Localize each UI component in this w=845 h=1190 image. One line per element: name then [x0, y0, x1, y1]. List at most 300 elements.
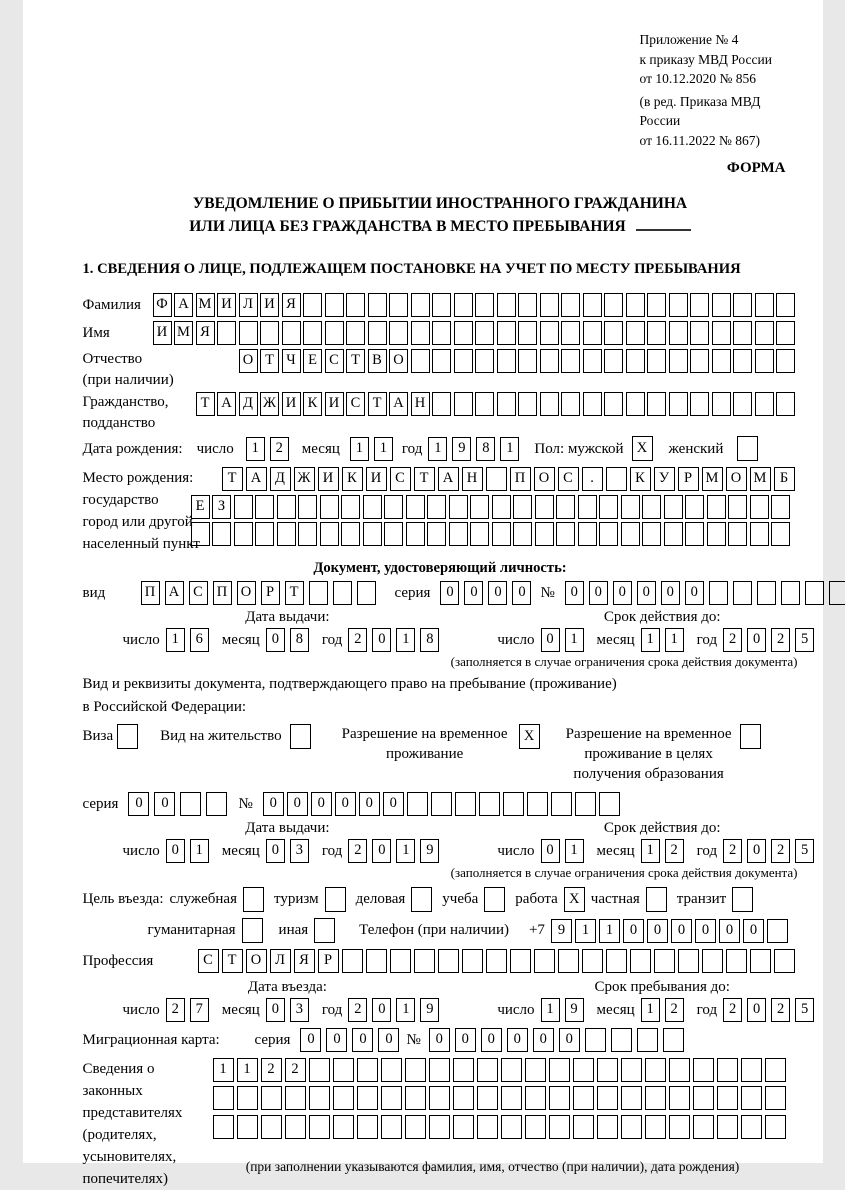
- char-box[interactable]: [303, 293, 322, 317]
- char-box[interactable]: 9: [551, 919, 572, 943]
- char-box[interactable]: [384, 495, 403, 519]
- char-box[interactable]: 0: [559, 1028, 580, 1052]
- char-box[interactable]: [678, 949, 699, 973]
- char-box[interactable]: А: [438, 467, 459, 491]
- char-box[interactable]: [561, 392, 580, 416]
- checkbox-business-trip[interactable]: [243, 887, 264, 912]
- char-box[interactable]: П: [213, 581, 232, 605]
- mk-number-boxes[interactable]: [429, 1028, 689, 1052]
- char-box[interactable]: 1: [213, 1058, 234, 1082]
- char-box[interactable]: 0: [623, 919, 644, 943]
- stay-month-boxes[interactable]: [641, 998, 689, 1022]
- char-box[interactable]: [717, 1115, 738, 1139]
- char-box[interactable]: [277, 522, 296, 546]
- char-box[interactable]: [363, 522, 382, 546]
- char-box[interactable]: 2: [771, 628, 790, 652]
- char-box[interactable]: [578, 495, 597, 519]
- char-box[interactable]: [282, 321, 301, 345]
- char-box[interactable]: [333, 1115, 354, 1139]
- surname-boxes[interactable]: [153, 293, 798, 317]
- char-box[interactable]: Б: [774, 467, 795, 491]
- checkbox-private[interactable]: [646, 887, 667, 912]
- char-box[interactable]: [712, 349, 731, 373]
- char-box[interactable]: [626, 392, 645, 416]
- char-box[interactable]: [750, 522, 769, 546]
- char-box[interactable]: 0: [719, 919, 740, 943]
- char-box[interactable]: [781, 581, 800, 605]
- char-box[interactable]: [477, 1115, 498, 1139]
- char-box[interactable]: [525, 1115, 546, 1139]
- char-box[interactable]: [277, 495, 296, 519]
- char-box[interactable]: 0: [287, 792, 308, 816]
- char-box[interactable]: 1: [500, 437, 519, 461]
- char-box[interactable]: [733, 392, 752, 416]
- char-box[interactable]: 9: [420, 998, 439, 1022]
- doc-kind-boxes[interactable]: [141, 581, 381, 605]
- char-box[interactable]: 0: [455, 1028, 476, 1052]
- char-box[interactable]: [540, 349, 559, 373]
- char-box[interactable]: [325, 293, 344, 317]
- char-box[interactable]: [497, 293, 516, 317]
- char-box[interactable]: [320, 522, 339, 546]
- char-box[interactable]: [611, 1028, 632, 1052]
- char-box[interactable]: 0: [383, 792, 404, 816]
- char-box[interactable]: [470, 495, 489, 519]
- char-box[interactable]: Т: [222, 467, 243, 491]
- char-box[interactable]: [303, 321, 322, 345]
- char-box[interactable]: [733, 349, 752, 373]
- char-box[interactable]: М: [174, 321, 193, 345]
- stay-day-boxes[interactable]: [541, 998, 589, 1022]
- char-box[interactable]: [453, 1115, 474, 1139]
- char-box[interactable]: [561, 293, 580, 317]
- char-box[interactable]: 7: [190, 998, 209, 1022]
- char-box[interactable]: [776, 321, 795, 345]
- birth-year-boxes[interactable]: [428, 437, 524, 461]
- female-checkbox[interactable]: [737, 436, 758, 461]
- char-box[interactable]: 1: [641, 839, 660, 863]
- char-box[interactable]: [647, 293, 666, 317]
- char-box[interactable]: 0: [266, 628, 285, 652]
- char-box[interactable]: Р: [678, 467, 699, 491]
- char-box[interactable]: [540, 293, 559, 317]
- char-box[interactable]: [750, 949, 771, 973]
- char-box[interactable]: [776, 349, 795, 373]
- char-box[interactable]: С: [346, 392, 365, 416]
- char-box[interactable]: 0: [747, 628, 766, 652]
- checkbox-humanitarian[interactable]: [242, 918, 263, 943]
- char-box[interactable]: О: [389, 349, 408, 373]
- char-box[interactable]: [239, 321, 258, 345]
- char-box[interactable]: 1: [396, 839, 415, 863]
- char-box[interactable]: 1: [190, 839, 209, 863]
- char-box[interactable]: [621, 1058, 642, 1082]
- char-box[interactable]: [750, 495, 769, 519]
- char-box[interactable]: С: [189, 581, 208, 605]
- char-box[interactable]: С: [325, 349, 344, 373]
- birth-place-row1-boxes[interactable]: [222, 467, 798, 491]
- char-box[interactable]: [733, 581, 752, 605]
- char-box[interactable]: 2: [723, 998, 742, 1022]
- char-box[interactable]: Л: [270, 949, 291, 973]
- char-box[interactable]: Е: [303, 349, 322, 373]
- char-box[interactable]: [462, 949, 483, 973]
- char-box[interactable]: А: [165, 581, 184, 605]
- char-box[interactable]: 2: [665, 998, 684, 1022]
- char-box[interactable]: [285, 1115, 306, 1139]
- char-box[interactable]: 1: [350, 437, 369, 461]
- entry-day-boxes[interactable]: [166, 998, 214, 1022]
- char-box[interactable]: Т: [196, 392, 215, 416]
- char-box[interactable]: Р: [318, 949, 339, 973]
- char-box[interactable]: И: [260, 293, 279, 317]
- char-box[interactable]: Ф: [153, 293, 172, 317]
- char-box[interactable]: 2: [348, 628, 367, 652]
- char-box[interactable]: [475, 321, 494, 345]
- char-box[interactable]: [583, 349, 602, 373]
- char-box[interactable]: И: [366, 467, 387, 491]
- char-box[interactable]: [342, 949, 363, 973]
- char-box[interactable]: [486, 467, 507, 491]
- char-box[interactable]: [341, 522, 360, 546]
- char-box[interactable]: [431, 792, 452, 816]
- char-box[interactable]: 5: [795, 628, 814, 652]
- char-box[interactable]: [449, 522, 468, 546]
- char-box[interactable]: [583, 392, 602, 416]
- char-box[interactable]: 9: [452, 437, 471, 461]
- char-box[interactable]: [501, 1058, 522, 1082]
- char-box[interactable]: [470, 522, 489, 546]
- char-box[interactable]: [690, 321, 709, 345]
- char-box[interactable]: 0: [263, 792, 284, 816]
- char-box[interactable]: 0: [311, 792, 332, 816]
- char-box[interactable]: 2: [771, 998, 790, 1022]
- char-box[interactable]: [599, 522, 618, 546]
- doc-valid-year-boxes[interactable]: [723, 628, 819, 652]
- char-box[interactable]: [427, 495, 446, 519]
- char-box[interactable]: 0: [440, 581, 459, 605]
- char-box[interactable]: [333, 581, 352, 605]
- char-box[interactable]: Я: [294, 949, 315, 973]
- char-box[interactable]: [497, 392, 516, 416]
- birth-place-row2-boxes[interactable]: [191, 495, 793, 519]
- char-box[interactable]: [637, 1028, 658, 1052]
- char-box[interactable]: 0: [359, 792, 380, 816]
- char-box[interactable]: [285, 1086, 306, 1110]
- char-box[interactable]: [604, 321, 623, 345]
- char-box[interactable]: [583, 293, 602, 317]
- stay-year-boxes[interactable]: [723, 998, 819, 1022]
- char-box[interactable]: [765, 1058, 786, 1082]
- char-box[interactable]: 8: [290, 628, 309, 652]
- char-box[interactable]: [642, 522, 661, 546]
- char-box[interactable]: [776, 392, 795, 416]
- char-box[interactable]: [405, 1086, 426, 1110]
- checkbox-transit[interactable]: [732, 887, 753, 912]
- char-box[interactable]: [260, 321, 279, 345]
- char-box[interactable]: [390, 949, 411, 973]
- char-box[interactable]: И: [217, 293, 236, 317]
- char-box[interactable]: [438, 949, 459, 973]
- char-box[interactable]: [626, 349, 645, 373]
- char-box[interactable]: [503, 792, 524, 816]
- char-box[interactable]: К: [630, 467, 651, 491]
- char-box[interactable]: [518, 293, 537, 317]
- char-box[interactable]: [693, 1086, 714, 1110]
- char-box[interactable]: [518, 349, 537, 373]
- char-box[interactable]: Д: [239, 392, 258, 416]
- mk-seriya-boxes[interactable]: [300, 1028, 404, 1052]
- char-box[interactable]: А: [174, 293, 193, 317]
- char-box[interactable]: Ж: [260, 392, 279, 416]
- birth-day-boxes[interactable]: [246, 437, 294, 461]
- char-box[interactable]: [663, 1028, 684, 1052]
- char-box[interactable]: [406, 495, 425, 519]
- temp-residence-checkbox[interactable]: X: [519, 724, 540, 749]
- char-box[interactable]: [453, 1058, 474, 1082]
- doc-valid-day-boxes[interactable]: [541, 628, 589, 652]
- char-box[interactable]: 0: [671, 919, 692, 943]
- char-box[interactable]: 8: [420, 628, 439, 652]
- char-box[interactable]: Ч: [282, 349, 301, 373]
- char-box[interactable]: [693, 1058, 714, 1082]
- char-box[interactable]: 2: [771, 839, 790, 863]
- char-box[interactable]: 0: [326, 1028, 347, 1052]
- char-box[interactable]: [573, 1115, 594, 1139]
- char-box[interactable]: В: [368, 349, 387, 373]
- doc-seriya-boxes[interactable]: [440, 581, 536, 605]
- char-box[interactable]: П: [141, 581, 160, 605]
- char-box[interactable]: [690, 293, 709, 317]
- char-box[interactable]: [501, 1115, 522, 1139]
- char-box[interactable]: [669, 293, 688, 317]
- char-box[interactable]: [771, 495, 790, 519]
- char-box[interactable]: [309, 581, 328, 605]
- char-box[interactable]: [621, 495, 640, 519]
- char-box[interactable]: 1: [541, 998, 560, 1022]
- char-box[interactable]: 0: [481, 1028, 502, 1052]
- char-box[interactable]: 0: [266, 839, 285, 863]
- char-box[interactable]: [573, 1086, 594, 1110]
- char-box[interactable]: [453, 1086, 474, 1110]
- char-box[interactable]: [477, 1086, 498, 1110]
- char-box[interactable]: [621, 1115, 642, 1139]
- char-box[interactable]: 0: [372, 998, 391, 1022]
- char-box[interactable]: И: [318, 467, 339, 491]
- char-box[interactable]: [690, 349, 709, 373]
- char-box[interactable]: [540, 392, 559, 416]
- char-box[interactable]: [549, 1115, 570, 1139]
- char-box[interactable]: [432, 392, 451, 416]
- char-box[interactable]: [774, 949, 795, 973]
- char-box[interactable]: [381, 1115, 402, 1139]
- char-box[interactable]: [309, 1086, 330, 1110]
- char-box[interactable]: [597, 1058, 618, 1082]
- char-box[interactable]: 1: [599, 919, 620, 943]
- char-box[interactable]: [707, 495, 726, 519]
- char-box[interactable]: [346, 321, 365, 345]
- char-box[interactable]: [561, 349, 580, 373]
- char-box[interactable]: 0: [695, 919, 716, 943]
- char-box[interactable]: [368, 293, 387, 317]
- char-box[interactable]: [549, 1058, 570, 1082]
- stay-valid-day-boxes[interactable]: [541, 839, 589, 863]
- char-box[interactable]: У: [654, 467, 675, 491]
- char-box[interactable]: Т: [285, 581, 304, 605]
- char-box[interactable]: [357, 581, 376, 605]
- char-box[interactable]: [298, 522, 317, 546]
- char-box[interactable]: [755, 349, 774, 373]
- char-box[interactable]: [213, 1115, 234, 1139]
- char-box[interactable]: [237, 1086, 258, 1110]
- char-box[interactable]: [573, 1058, 594, 1082]
- stay-number-boxes[interactable]: [263, 792, 623, 816]
- char-box[interactable]: [477, 1058, 498, 1082]
- char-box[interactable]: [381, 1086, 402, 1110]
- char-box[interactable]: [549, 1086, 570, 1110]
- char-box[interactable]: 1: [665, 628, 684, 652]
- char-box[interactable]: 0: [613, 581, 632, 605]
- char-box[interactable]: [429, 1115, 450, 1139]
- male-checkbox[interactable]: X: [632, 436, 653, 461]
- char-box[interactable]: [454, 321, 473, 345]
- char-box[interactable]: [771, 522, 790, 546]
- char-box[interactable]: Т: [260, 349, 279, 373]
- char-box[interactable]: [578, 522, 597, 546]
- char-box[interactable]: [513, 522, 532, 546]
- char-box[interactable]: 1: [374, 437, 393, 461]
- char-box[interactable]: [449, 495, 468, 519]
- char-box[interactable]: М: [750, 467, 771, 491]
- char-box[interactable]: 9: [565, 998, 584, 1022]
- char-box[interactable]: [389, 321, 408, 345]
- char-box[interactable]: 2: [270, 437, 289, 461]
- char-box[interactable]: [664, 495, 683, 519]
- doc-issue-day-boxes[interactable]: [166, 628, 214, 652]
- citizenship-boxes[interactable]: [196, 392, 798, 416]
- char-box[interactable]: [492, 495, 511, 519]
- char-box[interactable]: [534, 949, 555, 973]
- char-box[interactable]: К: [342, 467, 363, 491]
- char-box[interactable]: [741, 1086, 762, 1110]
- char-box[interactable]: С: [558, 467, 579, 491]
- char-box[interactable]: 2: [285, 1058, 306, 1082]
- char-box[interactable]: Р: [261, 581, 280, 605]
- char-box[interactable]: [583, 321, 602, 345]
- stay-valid-month-boxes[interactable]: [641, 839, 689, 863]
- char-box[interactable]: 0: [541, 839, 560, 863]
- char-box[interactable]: [432, 349, 451, 373]
- char-box[interactable]: [647, 392, 666, 416]
- char-box[interactable]: [475, 293, 494, 317]
- char-box[interactable]: Т: [368, 392, 387, 416]
- char-box[interactable]: [363, 495, 382, 519]
- char-box[interactable]: 0: [266, 998, 285, 1022]
- char-box[interactable]: 1: [641, 998, 660, 1022]
- char-box[interactable]: С: [198, 949, 219, 973]
- char-box[interactable]: [712, 321, 731, 345]
- char-box[interactable]: 0: [637, 581, 656, 605]
- char-box[interactable]: 0: [154, 792, 175, 816]
- char-box[interactable]: [427, 522, 446, 546]
- residence-permit-checkbox[interactable]: [290, 724, 311, 749]
- char-box[interactable]: [626, 321, 645, 345]
- char-box[interactable]: [755, 392, 774, 416]
- char-box[interactable]: [645, 1115, 666, 1139]
- char-box[interactable]: [486, 949, 507, 973]
- char-box[interactable]: [333, 1058, 354, 1082]
- char-box[interactable]: [429, 1086, 450, 1110]
- doc-issue-month-boxes[interactable]: [266, 628, 314, 652]
- char-box[interactable]: 0: [372, 628, 391, 652]
- char-box[interactable]: О: [726, 467, 747, 491]
- char-box[interactable]: [558, 949, 579, 973]
- char-box[interactable]: [414, 949, 435, 973]
- char-box[interactable]: [234, 522, 253, 546]
- char-box[interactable]: [630, 949, 651, 973]
- char-box[interactable]: [429, 1058, 450, 1082]
- char-box[interactable]: [432, 293, 451, 317]
- char-box[interactable]: 0: [512, 581, 531, 605]
- char-box[interactable]: [606, 949, 627, 973]
- char-box[interactable]: [475, 392, 494, 416]
- char-box[interactable]: [381, 1058, 402, 1082]
- char-box[interactable]: [384, 522, 403, 546]
- char-box[interactable]: 1: [396, 998, 415, 1022]
- char-box[interactable]: 8: [476, 437, 495, 461]
- char-box[interactable]: 0: [589, 581, 608, 605]
- char-box[interactable]: [540, 321, 559, 345]
- doc-issue-year-boxes[interactable]: [348, 628, 444, 652]
- checkbox-study[interactable]: [484, 887, 505, 912]
- char-box[interactable]: [604, 392, 623, 416]
- char-box[interactable]: [213, 1086, 234, 1110]
- char-box[interactable]: [702, 949, 723, 973]
- char-box[interactable]: И: [153, 321, 172, 345]
- char-box[interactable]: 1: [641, 628, 660, 652]
- stay-seriya-boxes[interactable]: [128, 792, 232, 816]
- char-box[interactable]: О: [246, 949, 267, 973]
- char-box[interactable]: Д: [270, 467, 291, 491]
- char-box[interactable]: [597, 1086, 618, 1110]
- char-box[interactable]: Т: [222, 949, 243, 973]
- char-box[interactable]: [497, 349, 516, 373]
- char-box[interactable]: [454, 349, 473, 373]
- char-box[interactable]: [527, 792, 548, 816]
- char-box[interactable]: 6: [190, 628, 209, 652]
- char-box[interactable]: [709, 581, 728, 605]
- char-box[interactable]: 1: [237, 1058, 258, 1082]
- char-box[interactable]: [454, 392, 473, 416]
- char-box[interactable]: [776, 293, 795, 317]
- char-box[interactable]: 2: [665, 839, 684, 863]
- char-box[interactable]: [405, 1058, 426, 1082]
- char-box[interactable]: 2: [348, 998, 367, 1022]
- char-box[interactable]: [411, 293, 430, 317]
- char-box[interactable]: [604, 349, 623, 373]
- char-box[interactable]: [767, 919, 788, 943]
- char-box[interactable]: [582, 949, 603, 973]
- char-box[interactable]: [389, 293, 408, 317]
- char-box[interactable]: Л: [239, 293, 258, 317]
- char-box[interactable]: Н: [411, 392, 430, 416]
- char-box[interactable]: [669, 1086, 690, 1110]
- entry-month-boxes[interactable]: [266, 998, 314, 1022]
- char-box[interactable]: М: [702, 467, 723, 491]
- char-box[interactable]: [518, 321, 537, 345]
- char-box[interactable]: Я: [282, 293, 301, 317]
- char-box[interactable]: [669, 1115, 690, 1139]
